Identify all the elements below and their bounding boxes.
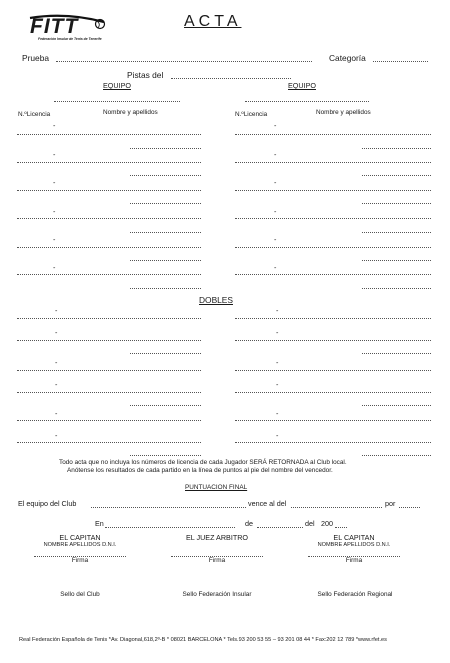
prueba-label: Prueba <box>22 53 50 63</box>
player-line[interactable] <box>235 420 431 421</box>
en-field[interactable] <box>105 527 235 528</box>
logo-subtitle: Federación Insular de Tenis de Tenerife <box>38 37 102 41</box>
note-line-2: Anótense los resultados de cada partido en la línea de puntos al pie del nombre del vencedor. <box>67 467 333 474</box>
score-line[interactable] <box>362 353 431 354</box>
prueba-field[interactable] <box>56 61 312 62</box>
player-line[interactable] <box>235 190 431 191</box>
pistas-label: Pistas del <box>127 70 164 80</box>
score-line[interactable] <box>362 175 431 176</box>
score-line[interactable] <box>130 148 201 149</box>
signature-role: EL CAPITAN <box>333 533 375 542</box>
vence-field[interactable] <box>291 507 382 508</box>
score-line[interactable] <box>362 203 431 204</box>
player-line[interactable] <box>17 340 201 341</box>
row-dash: - <box>274 235 277 244</box>
row-dash: - <box>53 178 56 187</box>
player-line[interactable] <box>17 162 201 163</box>
fitt-logo <box>26 14 108 44</box>
row-dash: - <box>274 207 277 216</box>
equipo-left-field[interactable] <box>54 101 180 102</box>
row-dash: - <box>274 121 277 130</box>
row-dash: - <box>276 306 279 315</box>
en-label: En <box>95 519 104 528</box>
por-label: por <box>385 499 396 508</box>
row-dash: - <box>276 380 279 389</box>
score-line[interactable] <box>130 405 201 406</box>
player-line[interactable] <box>235 318 431 319</box>
player-line[interactable] <box>235 392 431 393</box>
row-dash: - <box>55 431 58 440</box>
signature-role: EL JUEZ ARBITRO <box>185 533 249 542</box>
score-line[interactable] <box>362 455 431 456</box>
row-dash: - <box>53 263 56 272</box>
del-label: del <box>305 519 315 528</box>
player-line[interactable] <box>17 318 201 319</box>
row-dash: - <box>55 409 58 418</box>
year-prefix: 200 <box>321 519 333 528</box>
player-line[interactable] <box>17 442 201 443</box>
score-line[interactable] <box>130 455 201 456</box>
firma-label: Firma <box>345 557 363 564</box>
score-line[interactable] <box>362 148 431 149</box>
sello-label: Sello Federación Regional <box>317 591 393 598</box>
row-dash: - <box>53 121 56 130</box>
score-line[interactable] <box>362 288 431 289</box>
player-line[interactable] <box>235 134 431 135</box>
score-line[interactable] <box>130 175 201 176</box>
year-field[interactable] <box>335 527 347 528</box>
row-dash: - <box>55 380 58 389</box>
row-dash: - <box>274 178 277 187</box>
vence-label: vence al del <box>248 499 287 508</box>
nombre-header-right: Nombre y apellidos <box>316 109 371 116</box>
player-line[interactable] <box>235 370 431 371</box>
player-line[interactable] <box>235 340 431 341</box>
row-dash: - <box>276 431 279 440</box>
row-dash: - <box>55 358 58 367</box>
player-line[interactable] <box>17 218 201 219</box>
score-line[interactable] <box>362 405 431 406</box>
row-dash: - <box>53 235 56 244</box>
player-line[interactable] <box>17 392 201 393</box>
de-label: de <box>245 519 253 528</box>
puntuacion-heading: PUNTUACION FINAL <box>185 484 248 491</box>
score-line[interactable] <box>130 232 201 233</box>
player-line[interactable] <box>17 247 201 248</box>
score-line[interactable] <box>130 203 201 204</box>
player-line[interactable] <box>235 442 431 443</box>
score-line[interactable] <box>130 353 201 354</box>
score-line[interactable] <box>130 260 201 261</box>
por-field[interactable] <box>399 507 420 508</box>
note-line-1: Todo acta que no incluya los números de licencia de cada Jugador SERÁ RETORNADA al Club local. <box>59 459 347 466</box>
licencia-header-left: N.ºLicencia <box>18 111 51 118</box>
club-label: El equipo del Club <box>18 499 77 508</box>
row-dash: - <box>276 328 279 337</box>
firma-label: Firma <box>71 557 89 564</box>
club-field[interactable] <box>91 507 246 508</box>
player-line[interactable] <box>17 274 201 275</box>
nombre-header-left: Nombre y apellidos <box>103 109 158 116</box>
footer-address: Real Federación Española de Tenis *Av. Diagonal,618,2º-B * 08021 BARCELONA * Tels.93 200 53 55 – 93 201 08 44 * Fax:202 12 789 *www.rfet.es <box>19 637 387 643</box>
licencia-header-right: N.ºLicencia <box>235 111 268 118</box>
signature-role: EL CAPITAN <box>59 533 101 542</box>
row-dash: - <box>274 263 277 272</box>
page-title: ACTA <box>184 13 242 30</box>
firma-label: Firma <box>208 557 226 564</box>
sello-label: Sello del Club <box>60 591 100 598</box>
player-line[interactable] <box>235 218 431 219</box>
row-dash: - <box>55 306 58 315</box>
player-line[interactable] <box>17 420 201 421</box>
score-line[interactable] <box>362 232 431 233</box>
score-line[interactable] <box>130 288 201 289</box>
equipo-right-field[interactable] <box>245 101 369 102</box>
row-dash: - <box>53 207 56 216</box>
sello-label: Sello Federación Insular <box>182 591 252 598</box>
pistas-field[interactable] <box>171 78 291 79</box>
categoria-field[interactable] <box>373 61 428 62</box>
player-line[interactable] <box>17 370 201 371</box>
row-dash: - <box>276 409 279 418</box>
player-line[interactable] <box>235 162 431 163</box>
signature-name: NOMBRE APELLIDOS D.N.I. <box>317 542 391 548</box>
signature-name: NOMBRE APELLIDOS D.N.I. <box>43 542 117 548</box>
row-dash: - <box>55 328 58 337</box>
logo-text: FITT <box>30 15 79 38</box>
dobles-heading: DOBLES <box>199 295 233 305</box>
player-line[interactable] <box>17 134 201 135</box>
categoria-label: Categoría <box>329 53 366 63</box>
month-field[interactable] <box>257 527 303 528</box>
row-dash: - <box>276 358 279 367</box>
row-dash: - <box>274 150 277 159</box>
row-dash: - <box>53 150 56 159</box>
player-line[interactable] <box>17 190 201 191</box>
equipo-left-label: EQUIPO <box>103 81 131 90</box>
player-line[interactable] <box>235 274 431 275</box>
score-line[interactable] <box>362 260 431 261</box>
player-line[interactable] <box>235 247 431 248</box>
equipo-right-label: EQUIPO <box>288 81 316 90</box>
